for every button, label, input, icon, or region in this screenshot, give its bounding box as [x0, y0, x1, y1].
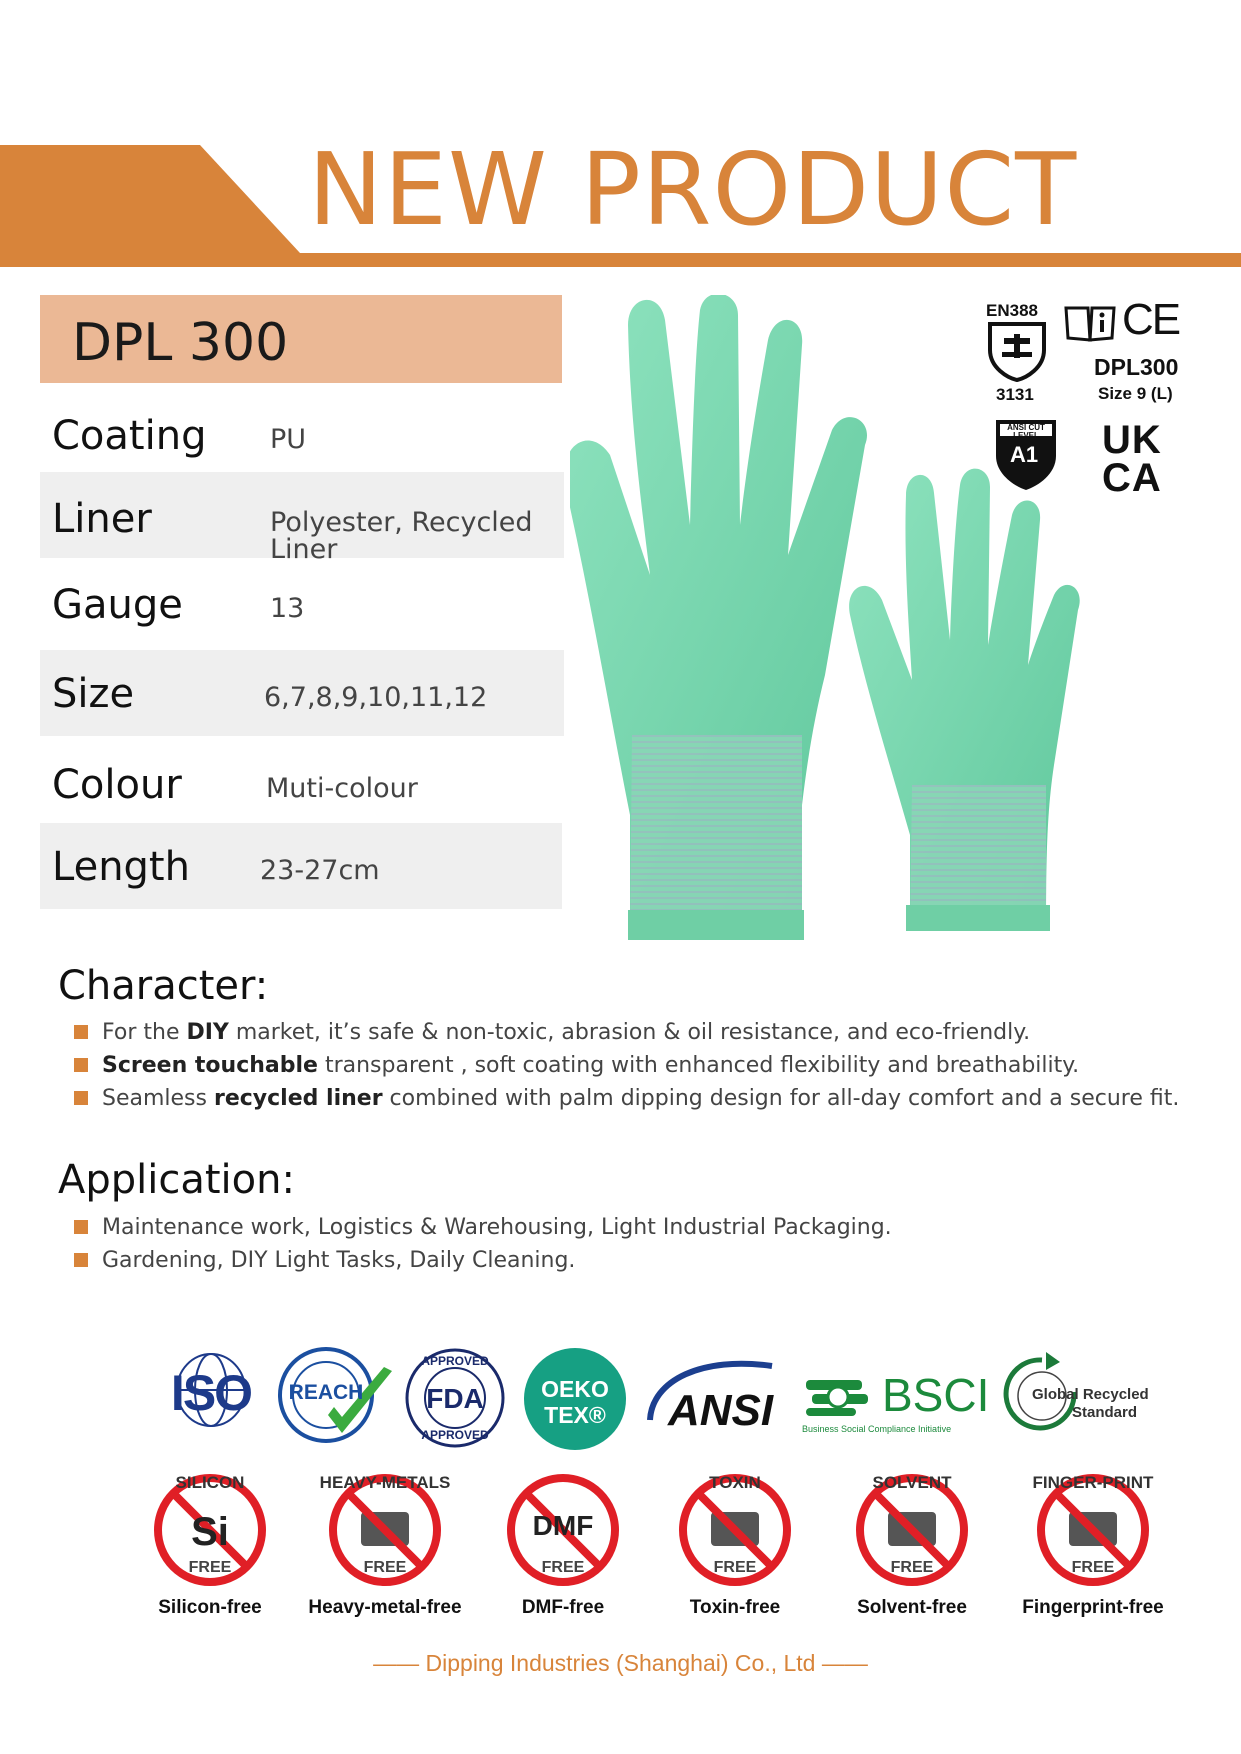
bullet-square-icon — [74, 1253, 88, 1267]
iso-logo — [152, 1350, 270, 1430]
small-glove-icon — [849, 469, 1080, 931]
badge-label: DMF-free — [521, 1597, 605, 1618]
application-item-1 — [74, 1217, 892, 1239]
spec-value: Polyester, Recycled Liner — [270, 507, 533, 565]
text: combined with palm dipping design for all-day comfort and a secure fit. — [382, 1086, 1180, 1111]
spec-label: Gauge — [52, 582, 183, 628]
oeko-tex-logo — [524, 1348, 626, 1450]
character-item-3 — [74, 1088, 1179, 1110]
fda-text: FDA — [426, 1383, 484, 1414]
model-name: DPL 300 — [72, 313, 289, 373]
ansi-level-value: A1 — [1010, 442, 1039, 467]
badge-bottom-text: FREE — [541, 1559, 585, 1576]
glove-product-image — [570, 295, 1190, 945]
free-badge — [1023, 1468, 1163, 1628]
cert-model-code: DPL300 — [1094, 354, 1179, 380]
text: For the — [102, 1020, 187, 1045]
badge-label: Silicon-free — [158, 1597, 262, 1618]
fda-ring-bottom: APPROVED — [421, 1428, 489, 1442]
ansi-text: ANSI — [668, 1386, 774, 1435]
spec-row-colour — [40, 740, 564, 826]
ukca-mark-top: UK — [1102, 418, 1162, 462]
text: market, it’s safe & non-toxic, abrasion & oil resistance, and eco-friendly. — [228, 1020, 1031, 1045]
free-badge — [493, 1468, 633, 1628]
ansi-logo — [642, 1350, 788, 1440]
spec-value: PU — [270, 424, 307, 455]
free-badge — [308, 1468, 462, 1628]
character-heading: Character: — [58, 963, 269, 1009]
badge-top-text: TOXIN — [709, 1473, 761, 1492]
text-bold: DIY — [186, 1020, 229, 1045]
en388-rating: 3131 — [996, 385, 1034, 404]
badge-bottom-text: FREE — [1071, 1559, 1115, 1576]
bullet-square-icon — [74, 1091, 88, 1105]
text: Maintenance work, Logistics & Warehousing, Light Industrial Packaging. — [102, 1215, 892, 1240]
badge-bottom-text: FREE — [363, 1559, 407, 1576]
badge-top-text: SILICON — [175, 1473, 245, 1492]
grs-text-line1: Global Recycled — [1032, 1386, 1149, 1403]
spec-value: Muti-colour — [266, 773, 418, 804]
ukca-mark-bottom: CA — [1102, 456, 1162, 500]
cert-size-note: Size 9 (L) — [1098, 384, 1173, 403]
spec-row-size — [40, 650, 564, 736]
company-footer: —— Dipping Industries (Shanghai) Co., Ltd —— — [373, 1650, 868, 1676]
spec-row-gauge — [40, 558, 564, 644]
text-bold: Screen touchable — [102, 1053, 318, 1078]
character-item-2 — [74, 1055, 1079, 1077]
badge-bottom-text: FREE — [713, 1559, 757, 1576]
badge-bottom-text: FREE — [890, 1559, 934, 1576]
fda-ring-top: APPROVED — [421, 1354, 489, 1368]
spec-row-coating — [40, 392, 564, 478]
text: Gardening, DIY Light Tasks, Daily Cleaning. — [102, 1248, 576, 1273]
large-glove-icon — [570, 295, 867, 940]
grs-logo — [1002, 1352, 1172, 1440]
badge-top-text: SOLVENT — [872, 1473, 952, 1492]
spec-label: Length — [52, 844, 190, 890]
application-item-2 — [74, 1250, 575, 1272]
spec-label: Coating — [52, 413, 207, 459]
badge-label: Toxin-free — [689, 1597, 781, 1618]
spec-value: 13 — [270, 593, 305, 624]
spec-row-liner — [40, 472, 564, 565]
ce-mark: CE — [1122, 295, 1180, 344]
bsci-subtitle: Business Social Compliance Initiative — [802, 1424, 952, 1434]
text-bold: recycled liner — [213, 1086, 383, 1111]
badge-bottom-text: FREE — [188, 1559, 232, 1576]
badge-top-text: HEAVY-METALS — [319, 1473, 451, 1492]
oeko-text: OEKO — [541, 1376, 609, 1402]
badge-center-text: DMF — [532, 1510, 594, 1541]
badge-top-text: FINGER-PRINT — [1032, 1473, 1154, 1492]
free-badge — [140, 1468, 280, 1628]
badge-label: Heavy-metal-free — [308, 1597, 462, 1618]
bullet-square-icon — [74, 1220, 88, 1234]
bullet-square-icon — [74, 1058, 88, 1072]
spec-row-length — [40, 823, 562, 909]
spec-value: 23-27cm — [260, 855, 380, 886]
model-header-box — [40, 295, 562, 383]
spec-value: 6,7,8,9,10,11,12 — [264, 682, 488, 713]
spec-label: Liner — [52, 496, 152, 542]
reach-logo — [276, 1345, 398, 1445]
spec-label: Colour — [52, 762, 182, 808]
iso-text: ISO — [170, 1365, 252, 1421]
badge-label: Solvent-free — [857, 1597, 967, 1618]
grs-text-line2: Standard — [1072, 1404, 1138, 1421]
bsci-logo — [802, 1368, 992, 1438]
en388-label: EN388 — [986, 301, 1038, 320]
ansi-level-label: ANSI CUT LEVEL — [1007, 423, 1045, 440]
en388-shield-icon — [986, 320, 1048, 382]
application-heading: Application: — [58, 1157, 295, 1203]
badge-center-text: Si — [191, 1510, 229, 1554]
free-badge — [842, 1468, 982, 1628]
spec-label: Size — [52, 671, 135, 717]
bsci-text: BSCI — [882, 1369, 990, 1421]
page-title: NEW PRODUCT — [308, 131, 1078, 248]
bsci-hands-icon — [802, 1372, 872, 1422]
badge-label: Fingerprint-free — [1022, 1597, 1164, 1618]
reach-text: REACH — [288, 1381, 364, 1404]
tex-text: TEX® — [544, 1402, 606, 1428]
info-book-icon — [1064, 302, 1116, 342]
text: Seamless — [102, 1086, 214, 1111]
text: transparent , soft coating with enhanced flexibility and breathability. — [317, 1053, 1080, 1078]
bullet-square-icon — [74, 1025, 88, 1039]
character-item-1 — [74, 1022, 1030, 1044]
free-badge — [665, 1468, 805, 1628]
fda-logo — [400, 1348, 510, 1448]
